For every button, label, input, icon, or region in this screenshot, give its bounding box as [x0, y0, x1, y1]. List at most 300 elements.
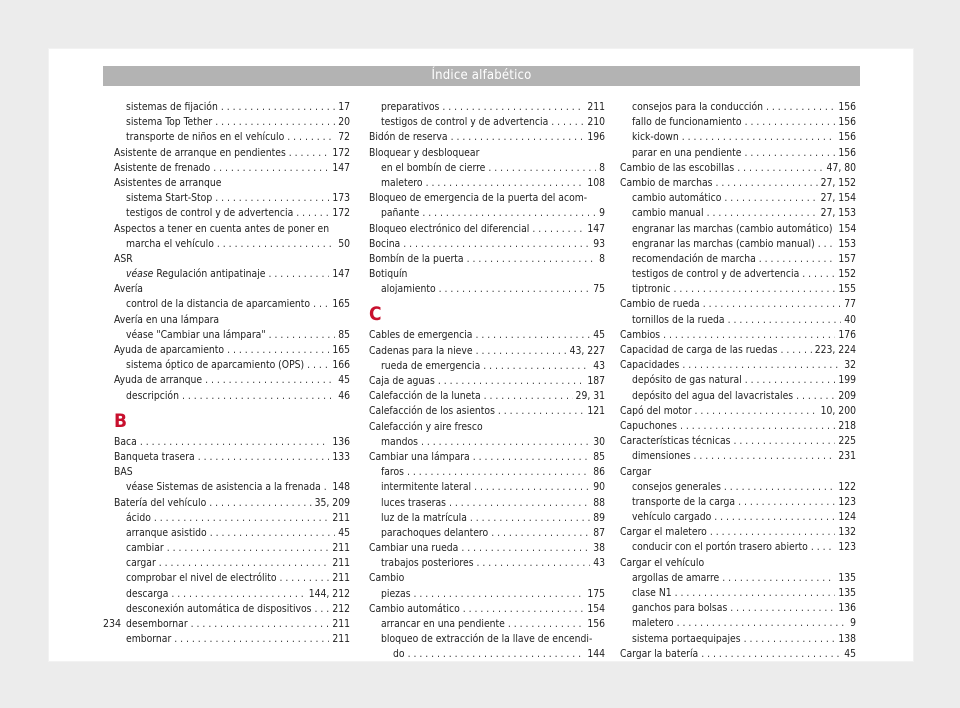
index-page-ref: 85	[338, 328, 350, 341]
index-term: maletero	[381, 176, 423, 189]
index-entry	[114, 373, 350, 388]
dot-leader	[215, 115, 335, 130]
index-page-ref: 88	[593, 496, 605, 509]
dot-leader	[470, 511, 590, 526]
index-entry	[369, 206, 605, 221]
index-term: Asistente de frenado	[114, 161, 211, 174]
dot-leader	[759, 252, 836, 267]
index-entry	[620, 237, 856, 252]
dot-leader	[484, 389, 573, 404]
dot-leader	[694, 449, 836, 464]
index-page-ref: 27, 152	[820, 176, 856, 189]
dot-leader	[140, 435, 330, 450]
index-page-ref: 147	[332, 161, 350, 174]
index-term: rueda de emergencia	[381, 359, 481, 372]
index-page-ref: 77	[844, 298, 856, 311]
dot-leader	[724, 191, 817, 206]
index-term: desembornar	[126, 618, 188, 630]
dot-leader	[663, 328, 835, 343]
dot-leader	[422, 206, 596, 221]
index-entry	[114, 358, 350, 373]
index-page-ref: 165	[332, 344, 350, 356]
dot-leader	[483, 359, 590, 374]
index-term: Banqueta trasera	[114, 450, 195, 463]
dot-leader	[414, 587, 585, 602]
index-page-ref: 157	[838, 252, 856, 265]
dot-leader	[695, 404, 818, 419]
index-term: control de la distancia de aparcamiento	[126, 298, 311, 311]
index-term: Bocina	[369, 237, 401, 250]
index-term: Batería del vehículo	[114, 496, 207, 509]
dot-leader	[745, 373, 836, 388]
index-term: luces traseras	[381, 496, 446, 509]
dot-leader	[461, 541, 590, 556]
index-page-ref: 148	[332, 481, 350, 494]
dot-leader	[737, 161, 823, 176]
index-letter-heading: C	[369, 303, 382, 326]
index-page-ref: 38	[593, 542, 605, 555]
dot-leader	[722, 571, 835, 586]
dot-leader	[217, 237, 335, 252]
index-entry	[620, 206, 856, 221]
index-term: depósito del agua del lavacristales	[632, 389, 794, 402]
index-page-ref: 166	[332, 359, 350, 372]
index-page-ref: 40	[844, 313, 856, 326]
index-page-ref: 87	[593, 526, 605, 539]
index-entry	[369, 617, 605, 632]
index-page-ref: 156	[838, 146, 856, 159]
dot-leader	[677, 616, 848, 631]
index-term: intermitente lateral	[381, 481, 472, 494]
index-entry	[369, 130, 605, 145]
index-page-ref: 211	[332, 572, 350, 585]
index-entry	[369, 480, 605, 495]
index-page-ref: 156	[838, 116, 856, 129]
index-term: recomendación de marcha	[632, 252, 756, 265]
dot-leader	[289, 146, 330, 161]
index-page-ref: 46	[338, 389, 350, 402]
index-entry	[369, 237, 605, 252]
index-page-ref: 209	[838, 389, 856, 402]
index-heading: Cargar el vehículo	[620, 556, 705, 569]
dot-leader	[766, 100, 835, 115]
index-entry	[114, 146, 350, 161]
index-term: embornar	[126, 633, 172, 646]
index-term: Cambiar una rueda	[369, 542, 459, 555]
index-page-ref: 172	[332, 207, 350, 220]
index-page-ref: 72	[338, 131, 350, 144]
dot-leader	[744, 632, 836, 647]
index-term: ácido	[126, 511, 151, 524]
index-heading: Cargar	[620, 465, 652, 478]
dot-leader	[680, 419, 835, 434]
dot-leader	[730, 601, 835, 616]
index-term: consejos para la conducción	[632, 101, 764, 113]
index-term: Capuchones	[620, 419, 677, 432]
index-entry	[369, 511, 605, 526]
dot-leader	[532, 222, 584, 237]
index-page-ref: 147	[587, 222, 605, 235]
index-entry	[369, 252, 605, 267]
index-term: tornillos de la rueda	[632, 313, 725, 326]
dot-leader	[171, 587, 305, 602]
dot-leader	[174, 632, 329, 647]
index-page-ref: 121	[587, 405, 605, 418]
index-page-ref: 43	[593, 557, 605, 570]
index-entry	[369, 465, 605, 480]
index-term: cambiar	[126, 542, 164, 555]
index-page-ref: 155	[838, 283, 856, 296]
index-term: Baca	[114, 435, 137, 448]
index-entry	[114, 297, 350, 312]
index-entry	[369, 100, 605, 115]
dot-leader	[701, 647, 841, 662]
index-term: véase "Cambiar una lámpara"	[126, 328, 266, 341]
index-page-ref: 212	[332, 602, 350, 615]
index-term: Bidón de reserva	[369, 131, 448, 144]
index-heading: Aspectos a tener en cuenta antes de poner en	[114, 222, 330, 235]
index-page-ref: 211	[332, 557, 350, 570]
index-entry	[114, 541, 350, 556]
index-entry	[620, 480, 856, 495]
index-term: Cambio de las escobillas	[620, 161, 735, 174]
index-term: Capacidad de carga de las ruedas	[620, 344, 778, 356]
dot-leader	[438, 374, 585, 389]
dot-leader	[221, 100, 335, 115]
dot-leader	[442, 100, 584, 115]
dot-leader	[491, 526, 590, 541]
index-page-ref: 27, 153	[820, 207, 856, 220]
index-page-ref: 175	[587, 587, 605, 600]
index-page-ref: 90	[593, 481, 605, 494]
page-header: Índice alfabético	[103, 66, 860, 86]
dot-leader	[269, 267, 330, 282]
index-term: Bloqueo electrónico del diferencial	[369, 222, 530, 235]
index-entry	[620, 343, 856, 358]
index-term: descarga	[126, 587, 169, 600]
index-entry	[114, 556, 350, 571]
index-entry	[114, 206, 350, 221]
index-term: transporte de niños en el vehículo	[126, 131, 285, 144]
dot-leader	[324, 480, 330, 495]
index-entry	[620, 404, 856, 419]
index-page-ref: 29, 31	[575, 390, 605, 403]
index-term: vehículo cargado	[632, 511, 712, 524]
index-entry	[620, 252, 856, 267]
index-page-ref: 173	[332, 192, 350, 205]
dot-leader	[674, 282, 836, 297]
index-term: testigos de control y de advertencia	[381, 116, 549, 129]
index-page-ref: 176	[838, 328, 856, 341]
index-term: conducir con el portón trasero abierto	[632, 541, 808, 554]
index-page-ref: 133	[332, 450, 350, 463]
index-term: transporte de la carga	[632, 495, 736, 508]
index-page-ref: 154	[587, 602, 605, 615]
dot-leader	[707, 206, 818, 221]
dot-leader	[477, 556, 591, 571]
index-entry	[620, 100, 856, 115]
index-term: engranar las marchas (cambio automático)	[632, 222, 833, 235]
dot-leader	[710, 525, 835, 540]
index-page-ref: 8	[599, 252, 605, 265]
index-term: marcha el vehículo	[126, 237, 214, 250]
index-page-ref: 123	[838, 495, 856, 508]
see-reference: véase	[126, 268, 154, 281]
index-entry	[620, 449, 856, 464]
index-entry	[114, 602, 350, 617]
dot-leader	[215, 191, 329, 206]
index-page-ref: 152	[838, 268, 856, 281]
index-term: cambio automático	[632, 192, 722, 205]
index-term: depósito de gas natural	[632, 374, 742, 387]
index-term: piezas	[381, 587, 411, 600]
index-term: Calefacción de la luneta	[369, 390, 481, 403]
dot-leader	[159, 556, 330, 571]
index-entry	[620, 373, 856, 388]
index-entry	[369, 359, 605, 374]
index-term: arranque asistido	[126, 526, 207, 539]
dot-leader	[269, 328, 336, 343]
index-entry	[114, 571, 350, 586]
index-page-ref: 30	[593, 435, 605, 448]
index-term: Cargar el maletero	[620, 526, 707, 539]
index-page-ref: 136	[838, 602, 856, 615]
index-page-ref: 45	[844, 647, 856, 660]
index-term: véase Regulación antipatinaje	[126, 268, 266, 281]
index-page-ref: 47, 80	[826, 161, 856, 174]
index-page-ref: 86	[593, 466, 605, 479]
index-entry	[369, 587, 605, 602]
index-page-ref: 45	[338, 526, 350, 539]
index-entry	[369, 541, 605, 556]
dot-leader	[724, 480, 835, 495]
index-entry	[620, 616, 856, 631]
index-entry	[369, 404, 605, 419]
dot-leader	[213, 161, 329, 176]
index-entry	[369, 328, 605, 343]
index-entry	[369, 222, 605, 237]
index-page-ref: 108	[587, 176, 605, 189]
index-term: pañante	[381, 207, 420, 220]
index-term: argollas de amarre	[632, 571, 720, 584]
index-term: maletero	[632, 617, 674, 630]
index-page-ref: 153	[838, 237, 856, 250]
index-page-ref: 211	[587, 101, 605, 113]
index-page-ref: 138	[838, 632, 856, 645]
index-entry	[369, 389, 605, 404]
index-page-ref: 211	[332, 542, 350, 555]
index-entry	[114, 130, 350, 145]
dot-leader	[463, 602, 585, 617]
index-page-ref: 43, 227	[569, 344, 605, 357]
index-heading: Botiquín	[369, 268, 408, 281]
index-page-ref: 211	[332, 511, 350, 524]
dot-leader	[280, 571, 330, 586]
dot-leader	[191, 617, 330, 632]
index-term: tiptronic	[632, 283, 671, 296]
index-page-ref: 144	[587, 648, 605, 661]
index-entry	[620, 510, 856, 525]
dot-leader	[714, 510, 835, 525]
index-entry	[620, 647, 856, 662]
dot-leader	[488, 161, 596, 176]
index-page-ref: 136	[332, 435, 350, 448]
dot-leader	[796, 389, 835, 404]
index-heading: Calefacción y aire fresco	[369, 420, 483, 433]
index-entry	[369, 115, 605, 130]
index-term: Cadenas para la nieve	[369, 344, 473, 357]
index-term: Capó del motor	[620, 404, 692, 417]
dot-leader	[682, 358, 841, 373]
dot-leader	[439, 282, 591, 297]
index-term: mandos	[381, 435, 418, 448]
dot-leader	[818, 237, 836, 252]
index-entry	[620, 328, 856, 343]
dot-leader	[498, 404, 584, 419]
index-term: parachoques delantero	[381, 526, 489, 539]
index-term: trabajos posteriores	[381, 557, 474, 570]
index-term: dimensiones	[632, 450, 691, 463]
index-entry	[369, 647, 605, 662]
index-page-ref: 10, 200	[820, 404, 856, 417]
index-page-ref: 124	[838, 511, 856, 524]
index-heading: Asistentes de arranque	[114, 176, 222, 189]
dot-leader	[703, 297, 842, 312]
index-entry	[369, 176, 605, 191]
index-entry	[620, 146, 856, 161]
index-term: sistema óptico de aparcamiento (OPS)	[126, 359, 305, 372]
dot-leader	[403, 237, 590, 252]
index-page-ref: 45	[338, 374, 350, 387]
index-page-ref: 75	[593, 283, 605, 296]
index-heading: BAS	[114, 466, 133, 479]
dot-leader	[227, 343, 329, 358]
page-number: 234	[103, 618, 122, 630]
index-entry	[369, 374, 605, 389]
index-page-ref: 154	[838, 222, 857, 235]
index-term: Ayuda de arranque	[114, 374, 203, 387]
index-entry	[369, 161, 605, 176]
index-entry	[114, 389, 350, 404]
dot-leader	[407, 465, 590, 480]
dot-leader	[728, 313, 842, 328]
index-page-ref: 20	[338, 116, 350, 129]
dot-leader	[451, 130, 585, 145]
index-page-ref: 199	[838, 374, 856, 387]
dot-leader	[682, 130, 836, 145]
index-term: testigos de control y de advertencia	[126, 207, 294, 220]
dot-leader	[182, 389, 335, 404]
index-page-ref: 132	[838, 526, 856, 539]
dot-leader	[473, 450, 590, 465]
index-term: Cambio de rueda	[620, 298, 700, 311]
dot-leader	[210, 526, 335, 541]
dot-leader	[745, 146, 836, 161]
index-heading: Avería en una lámpara	[114, 313, 220, 326]
dot-leader	[426, 176, 585, 191]
index-page-ref: 218	[838, 419, 856, 432]
index-entry	[620, 540, 856, 555]
index-term: Ayuda de aparcamiento	[114, 344, 225, 356]
index-term: Cambiar una lámpara	[369, 450, 470, 463]
index-page-ref: 211	[332, 618, 350, 630]
index-term: Asistente de arranque en pendientes	[114, 146, 286, 159]
index-entry	[369, 496, 605, 511]
index-entry	[114, 267, 350, 282]
index-entry	[369, 344, 605, 359]
index-term: preparativos	[381, 101, 440, 113]
index-page-ref: 156	[587, 618, 605, 630]
index-page-ref: 135	[838, 587, 856, 599]
index-entry	[620, 130, 856, 145]
index-term: descripción	[126, 389, 179, 402]
index-entry	[114, 632, 350, 647]
index-heading: ASR	[114, 252, 133, 265]
index-entry	[114, 617, 350, 632]
index-heading: Bloqueo de emergencia de la puerta del acom-	[369, 192, 588, 205]
dot-leader	[716, 176, 818, 191]
index-entry	[114, 511, 350, 526]
index-entry	[620, 419, 856, 434]
dot-leader	[781, 343, 812, 358]
dot-leader	[307, 358, 329, 373]
index-term: Cargar la batería	[620, 647, 699, 660]
index-entry	[620, 434, 856, 449]
index-entry	[620, 161, 856, 176]
dot-leader	[198, 450, 330, 465]
index-term: Calefacción de los asientos	[369, 405, 495, 418]
index-heading: bloqueo de extracción de la llave de encendi-	[381, 633, 593, 646]
index-term: do	[393, 648, 405, 661]
index-entry	[114, 343, 350, 358]
index-page-ref: 225	[838, 435, 856, 448]
index-term: Cambios	[620, 328, 661, 341]
index-term: sistemas de fijación	[126, 101, 218, 113]
dot-leader	[467, 252, 596, 267]
index-entry	[620, 632, 856, 647]
index-page-ref: 9	[850, 617, 856, 630]
index-page-ref: 8	[599, 161, 605, 174]
index-page-ref: 27, 154	[820, 192, 856, 205]
index-entry	[369, 435, 605, 450]
index-page-ref: 135	[838, 571, 856, 584]
index-entry	[114, 191, 350, 206]
index-entry	[114, 115, 350, 130]
index-term: Cambio automático	[369, 602, 460, 615]
index-term: comprobar el nivel de electrólito	[126, 572, 277, 585]
index-entry	[620, 313, 856, 328]
index-heading: Avería	[114, 283, 143, 296]
index-entry	[620, 586, 856, 601]
index-term: sistema portaequipajes	[632, 632, 741, 645]
index-entry	[620, 601, 856, 616]
index-entry	[369, 602, 605, 617]
index-term: cambio manual	[632, 207, 704, 220]
index-entry	[114, 587, 350, 602]
index-entry	[620, 191, 856, 206]
index-term: clase N1	[632, 587, 672, 599]
index-page-ref: 165	[332, 298, 350, 311]
index-entry	[114, 496, 350, 511]
dot-leader	[313, 297, 329, 312]
index-page-ref: 50	[338, 237, 350, 250]
index-page-ref: 123	[838, 541, 856, 554]
dot-leader	[675, 586, 836, 601]
dot-leader	[421, 435, 590, 450]
index-page-ref: 85	[593, 450, 605, 463]
index-page-ref: 89	[593, 511, 605, 524]
index-entry	[620, 282, 856, 297]
